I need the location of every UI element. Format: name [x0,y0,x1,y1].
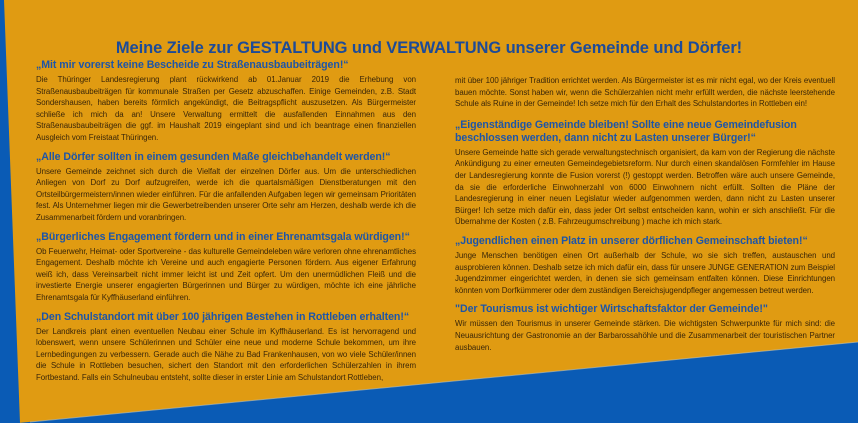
section-heading: „Eigenständige Gemeinde bleiben! Sollte eine neue Gemeindefusion beschlossen werden, dann nicht zu Lasten unserer Bürger!“ [455,118,797,144]
section-schulstandort [36,311,416,384]
left-blue-wedge [0,0,20,423]
section-body: Unsere Gemeinde hatte sich gerade verwaltungstechnisch organisiert, da kam von der Regierung die nächste Ankündigung zu einer erneuten Gemeindegebietsreform. Nur durch einen skandalösen Formfehler im Hause der Landesregierung konnte die Fusion vorerst (!) gestoppt werden. Betroffen wäre auch unsere Gemeinde, da sie die erforderliche Einwohnerzahl von 6000 Einwohnern nicht erfüllt. Sollten die Pläne der Landesregierung in einer neuen Legislatur wieder aufgenommen werden, dann nicht zu Lasten unserer Bürger! Ich setze mich dafür ein, dass jeder Ort selbst entscheiden kann, wohin er sich anschließt. Für die Übernahme der Kosten ( z.B. Fahrzeugumschreibung ) mache ich mich stark. [455,147,835,227]
left-column [36,59,416,390]
section-heading: „Bürgerliches Engagement fördern und in einer Ehrenamtsgala würdigen!“ [36,230,410,243]
section-body-continued: mit über 100 jähriger Tradition errichtet werden. Als Bürgermeister ist es mir nicht egal, wo der Kreis eventuell bauen möchte. Sonst haben wir, wenn die Schülerzahlen nicht mehr erfüllt werden, die nächste leerstehende Schule als Ruine in der Gemeinde! Ich setze mich für den Erhalt des Schulstandortes in Rottleben ein! [455,76,835,109]
right-column [455,75,835,360]
section-body: Wir müssen den Tourismus in unserer Gemeinde stärken. Die wichtigsten Schwerpunkte für mich sind: die Neuausrichtung der Gastronomie an der Barbarossahöhle und die Zusammenarbeit der touristischen Partner ausbauen. [455,319,835,352]
section-engagement [36,231,416,304]
section-heading: „Mit mir vorerst keine Bescheide zu Straßenausbaubeiträgen!“ [36,59,349,71]
section-heading: „Den Schulstandort mit über 100 jährigen Bestehen in Rottleben erhalten!“ [36,310,410,323]
section-schulstandort-continued [455,75,835,110]
section-body: Ob Feuerwehr, Heimat- oder Sportvereine - das kulturelle Gemeindeleben wäre verloren ohne ehrenamtliches Engagement. Deshalb möchte ich Vereine und auch engagierte Personen fördern. Aus eigener Erfahrung weiß ich, dass Vereinsarbeit nicht immer leicht ist und Zeit opfert. Um den unermüdlichen Fleiß und die investierte Energie unserer engagierten Bürgerinnen und Bürger zu würdigen, möchte ich eine jährliche Ehrenamtsgala für Kyffhäuserland einführen. [36,246,416,302]
section-body: Der Landkreis plant einen eventuellen Neubau einer Schule im Kyffhäuserland. Es ist hervorragend und lobenswert, wenn unsere Schülerinnen und Schüler eine neue und moderne Schule bekommen, um ihre Lernbedingungen zu verbessern. Gerade auch die Nähe zu Bad Frankenhausen, von wo viele Schüler/innen die Schule in Rottleben besuchen, sichert den Standort mit den erforderlichen Schülerzahlen in ihrem Fortbestand. Falls ein Schulneubau entsteht, sollte dieser in erster Linie am Schulstandort Rottleben, [36,326,416,382]
section-strassenausbau [36,59,416,144]
section-heading: „Alle Dörfer sollten in einem gesunden Maße gleichbehandelt werden!“ [36,150,391,163]
section-heading: "Der Tourismus ist wichtiger Wirtschaftsfaktor der Gemeinde!" [455,303,768,316]
section-eigenstaendigkeit [455,119,835,228]
section-heading: „Jugendlichen einen Platz in unserer dörflichen Gemeinschaft bieten!“ [455,234,808,247]
page-title: Meine Ziele zur GESTALTUNG und VERWALTUNG unserer Gemeinde und Dörfer! [115,39,743,58]
section-body: Unsere Gemeinde zeichnet sich durch die Vielfalt der einzelnen Dörfer aus. Um die unterschiedlichen Anliegen von Dorf zu Dorf aufzugreifen, werde ich die quartalsmäßigen Dienstberatungen mit den Ortsteilbürgermeistern/innen wieder einführen. Für die anfallenden Aufgaben legen wir gemeinsam Prioritäten fest. Als Unternehmer liegen mir die Gewerbetreibenden unserer Orte sehr am Herzen, deshalb werde ich die Zusammenarbeit fördern und voranbringen. [36,166,416,222]
section-body: Junge Menschen benötigen einen Ort außerhalb der Schule, wo sie sich treffen, austauschen und ausprobieren können. Deshalb setze ich mich dafür ein, dass für unsere JUNGE GENERATION zum Beispiel Jugendzimmer eingerichtet werden, in denen sie sich gemeinsam entfalten können. Diese Einrichtungen könnten vom Dorfkümmerer oder dem zuständigen Bereichsjugendpfleger angemessen betreut werden. [455,250,835,295]
section-tourismus [455,303,835,353]
section-doerfer [36,151,416,224]
section-body: Die Thüringer Landesregierung plant rückwirkend ab 01.Januar 2019 die Erhebung von Straßenausbaubeiträgen für kommunale Straßen per Gesetz abzuschaffen. Einige Gemeinden, z.B. Stadt Sondershausen, haben bereits förmlich angekündigt, die Beitragspflicht auszusetzen. Als Bürgermeister schließe ich mich da an! Unsere Verwaltung ermittelt die ausfallenden Einnahmen aus den Straßenausbaubeiträgen die ggf. im Haushalt 2019 eingeplant sind und ich beantrage einen finanziellen Ausgleich vom Freistaat Thüringen. [36,75,416,142]
section-jugend [455,235,835,296]
